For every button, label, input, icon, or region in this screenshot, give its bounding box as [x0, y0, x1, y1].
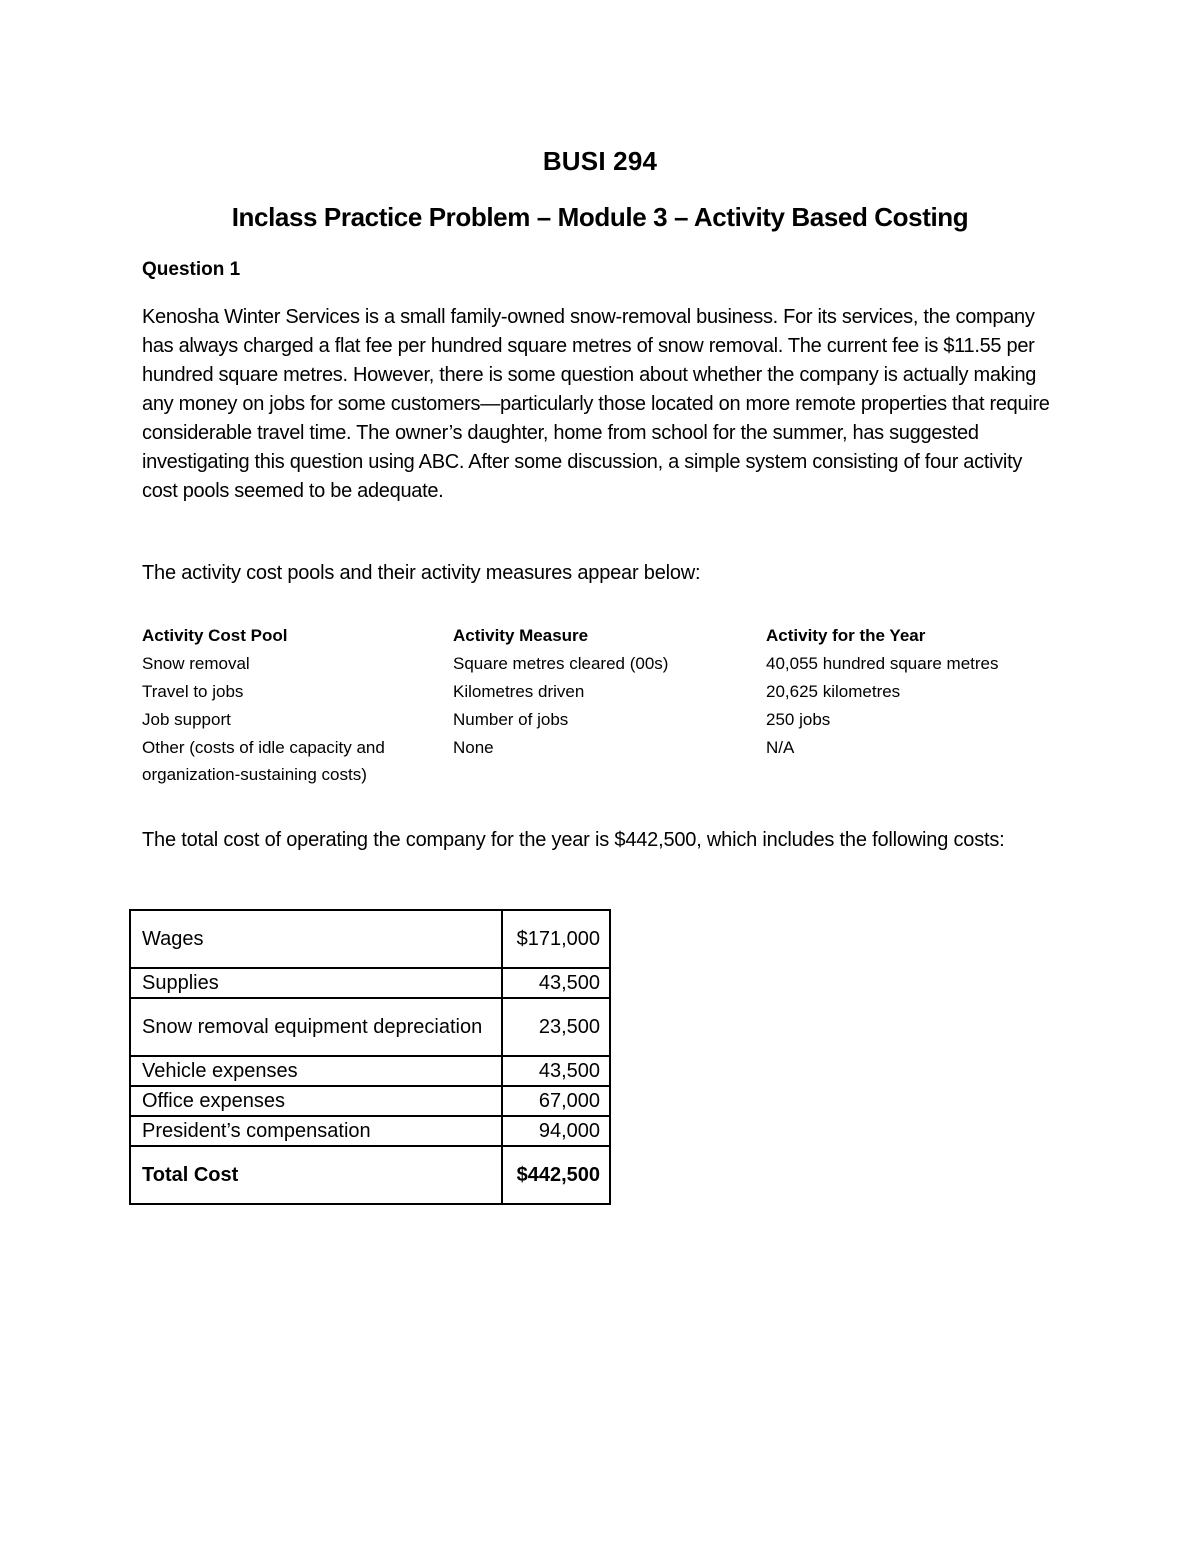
header-activity-cost-pool: Activity Cost Pool [142, 626, 288, 645]
pool-name: Job support [142, 710, 231, 729]
cost-amount: 67,000 [502, 1086, 610, 1116]
activity-pools-lead-text: The activity cost pools and their activity measures appear below: [142, 562, 701, 584]
cost-row [130, 1086, 610, 1116]
cost-label: Supplies [130, 968, 502, 998]
total-cost-label: Total Cost [130, 1146, 502, 1204]
header-activity-measure: Activity Measure [453, 626, 589, 645]
activity-pools-table [142, 622, 1062, 788]
cost-amount: 23,500 [502, 998, 610, 1056]
cost-amount: 43,500 [502, 968, 610, 998]
pool-activity: 40,055 hundred square metres [766, 654, 999, 673]
activity-pool-row [142, 706, 1062, 734]
cost-amount: $171,000 [502, 910, 610, 968]
cost-label: Snow removal equipment depreciation [130, 998, 502, 1056]
pool-name: Snow removal [142, 654, 250, 673]
cost-row [130, 998, 610, 1056]
header-activity-for-year: Activity for the Year [766, 626, 926, 645]
pool-activity: N/A [766, 738, 795, 757]
question-label: Question 1 [142, 259, 241, 280]
cost-total-row [130, 1146, 610, 1204]
cost-label: Office expenses [130, 1086, 502, 1116]
cost-label: Vehicle expenses [130, 1056, 502, 1086]
cost-row [130, 910, 610, 968]
cost-label: Wages [130, 910, 502, 968]
total-cost-amount: $442,500 [502, 1146, 610, 1204]
pool-name: Other (costs of idle capacity and organization-sustaining costs) [142, 738, 385, 784]
cost-row [130, 968, 610, 998]
cost-row [130, 1056, 610, 1086]
pool-activity: 250 jobs [766, 710, 831, 729]
cost-amount: 94,000 [502, 1116, 610, 1146]
pool-name: Travel to jobs [142, 682, 244, 701]
costs-lead-text: The total cost of operating the company for the year is $442,500, which includes the following costs: [142, 829, 1005, 851]
cost-table [129, 909, 611, 1205]
pool-measure: Kilometres driven [453, 682, 585, 701]
pool-measure: Number of jobs [453, 710, 569, 729]
question-intro-paragraph: Kenosha Winter Services is a small family-owned snow-removal business. For its services, the company has always charged a flat fee per hundred square metres of snow removal. The current fee is $11.55 per hundred square metres. However, there is some question about whether the company is actually making any money on jobs for some customers—particularly those located on more remote properties that require considerable travel time. The owner’s daughter, home from school for the summer, has suggested investigating this question using ABC. After some discussion, a simple system consisting of four activity cost pools seemed to be adequate. [142, 306, 1050, 502]
course-title: BUSI 294 [542, 146, 658, 176]
pool-measure: Square metres cleared (00s) [453, 654, 669, 673]
activity-pool-row [142, 650, 1062, 678]
cost-amount: 43,500 [502, 1056, 610, 1086]
activity-pools-header-row [142, 622, 1062, 650]
pool-measure: None [453, 738, 494, 757]
problem-title: Inclass Practice Problem – Module 3 – Activity Based Costing [231, 202, 969, 232]
cost-label: President’s compensation [130, 1116, 502, 1146]
pool-activity: 20,625 kilometres [766, 682, 901, 701]
activity-pool-row [142, 678, 1062, 706]
cost-row [130, 1116, 610, 1146]
activity-pool-row [142, 734, 1062, 788]
